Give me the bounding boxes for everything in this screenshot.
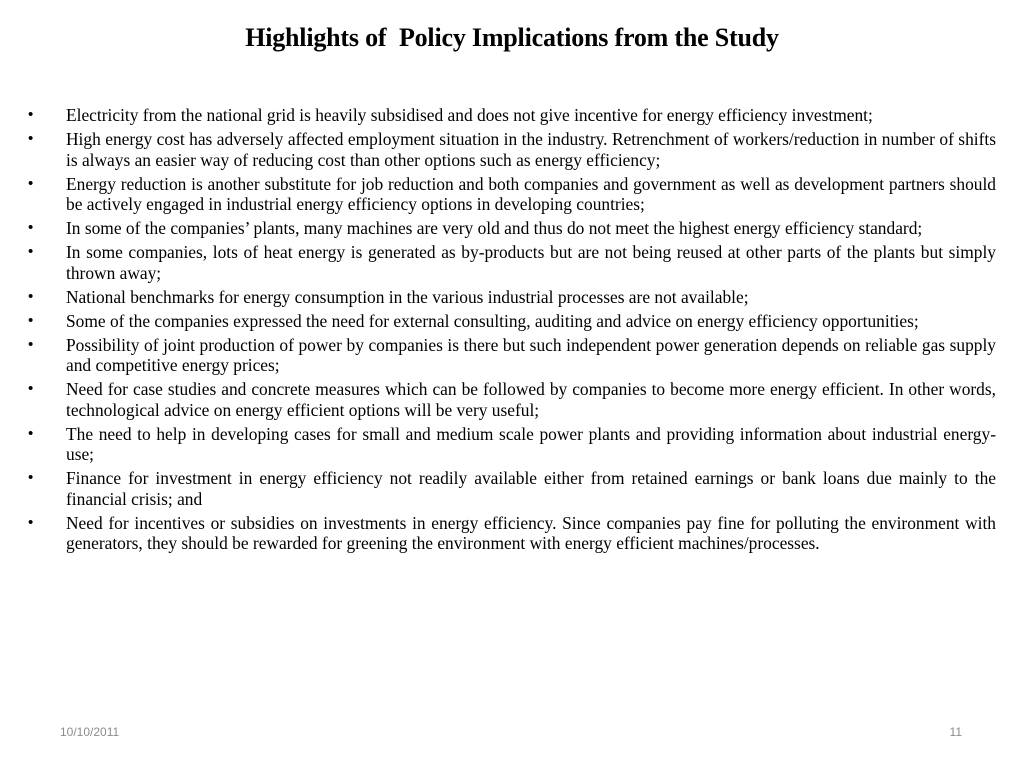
bullet-text: Need for case studies and concrete measures which can be followed by companies to become more energy efficient. In other words, technological advice on energy efficient options will be very useful;: [66, 379, 996, 420]
bullet-item: [28, 105, 996, 126]
bullet-item: [28, 424, 996, 465]
bullet-item: [28, 242, 996, 283]
slide-title: Highlights of Policy Implications from the Study: [245, 23, 779, 52]
bullet-text: Electricity from the national grid is heavily subsidised and does not give incentive for energy efficiency investment;: [66, 105, 873, 125]
bullet-text: National benchmarks for energy consumption in the various industrial processes are not available;: [66, 286, 749, 307]
bullet-list: [28, 105, 996, 557]
bullet-icon: •: [28, 219, 34, 236]
bullet-text: Possibility of joint production of power by companies is there but such independent power generation depends on reliable gas supply and competitive energy prices;: [66, 334, 996, 375]
bullet-text: High energy cost has adversely affected employment situation in the industry. Retrenchment of workers/reduction in number of shifts is always an easier way of reducing cost than other options such as energy efficiency;: [66, 129, 996, 170]
bullet-item: [28, 335, 996, 376]
bullet-text: Need for incentives or subsidies on investments in energy efficiency. Since companies pay fine for polluting the environment with generators, they should be rewarded for greening the environment with energy efficient machines/processes.: [66, 512, 996, 553]
bullet-item: [28, 218, 996, 239]
bullet-icon: •: [28, 174, 34, 192]
bullet-icon: •: [28, 243, 34, 260]
bullet-item: [28, 129, 996, 170]
bullet-text: Energy reduction is another substitute for job reduction and both companies and government as well as development partners should be actively engaged in industrial energy efficiency options in developing countries;: [66, 173, 996, 214]
bullet-icon: •: [28, 287, 34, 305]
bullet-item: [28, 287, 996, 308]
bullet-icon: •: [28, 106, 34, 123]
bullet-text: The need to help in developing cases for small and medium scale power plants and providing information about industrial energy-use;: [66, 423, 996, 464]
bullet-item: [28, 379, 996, 420]
bullet-icon: •: [28, 335, 34, 353]
bullet-item: [28, 311, 996, 332]
bullet-item: [28, 468, 996, 509]
bullet-text: Finance for investment in energy efficiency not readily available either from retained earnings or bank loans due mainly to the financial crisis; and: [66, 468, 996, 509]
bullet-icon: •: [28, 380, 34, 397]
bullet-text: In some companies, lots of heat energy is generated as by-products but are not being reused at other parts of the plants but simply thrown away;: [66, 242, 996, 283]
bullet-item: [28, 513, 996, 554]
bullet-icon: •: [28, 130, 34, 147]
bullet-icon: •: [28, 311, 34, 329]
bullet-icon: •: [28, 513, 34, 531]
footer-date: 10/10/2011: [60, 725, 120, 739]
bullet-icon: •: [28, 424, 34, 442]
bullet-text: Some of the companies expressed the need for external consulting, auditing and advice on energy efficiency opportunities;: [66, 310, 919, 331]
bullet-item: [28, 174, 996, 215]
slide-number: 11: [949, 725, 962, 739]
bullet-icon: •: [28, 469, 34, 486]
bullet-text: In some of the companies’ plants, many machines are very old and thus do not meet the highest energy efficiency standard;: [66, 218, 923, 238]
